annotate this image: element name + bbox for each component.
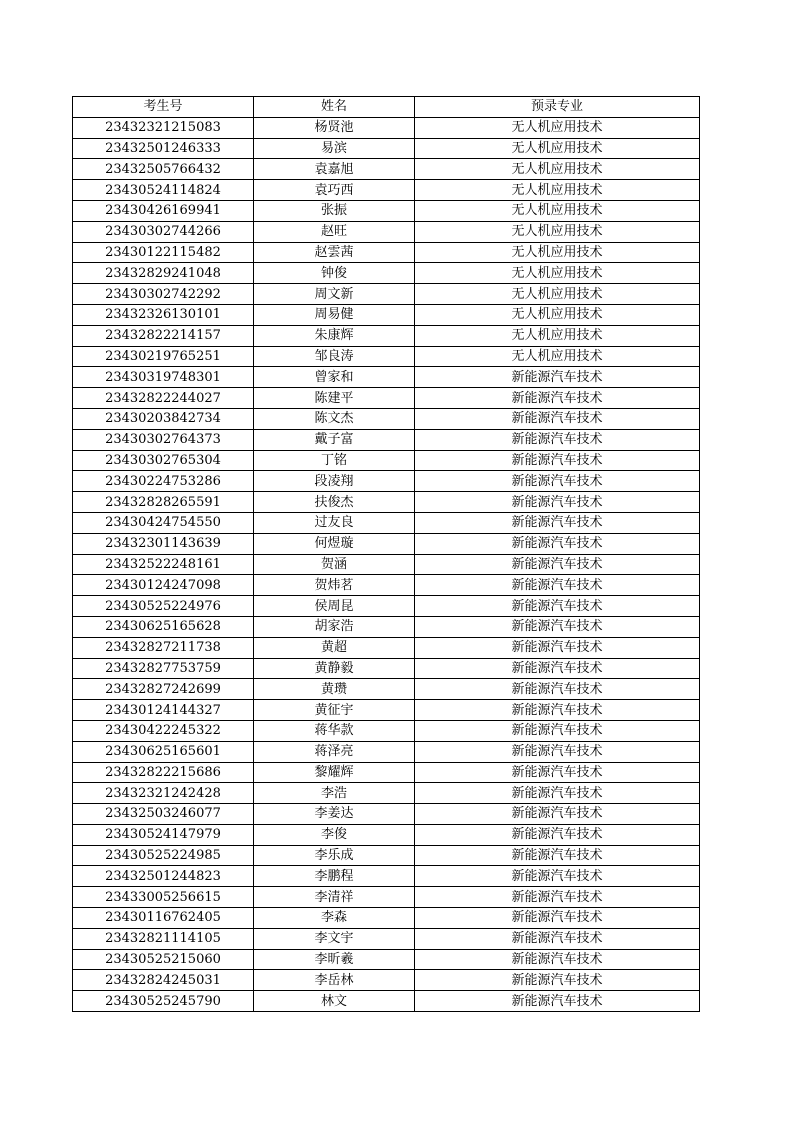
table-row xyxy=(73,928,700,949)
cell-name: 胡家浩 xyxy=(254,616,415,637)
cell-exam-number: 23430525245790 xyxy=(73,991,254,1012)
cell-name: 赵旺 xyxy=(254,221,415,242)
cell-exam-number: 23430424754550 xyxy=(73,512,254,533)
cell-major: 新能源汽车技术 xyxy=(415,554,700,575)
cell-name: 黄超 xyxy=(254,637,415,658)
cell-major: 无人机应用技术 xyxy=(415,325,700,346)
cell-exam-number: 23430525224976 xyxy=(73,596,254,617)
admission-table xyxy=(72,96,700,1012)
cell-exam-number: 23430625165601 xyxy=(73,741,254,762)
cell-major: 无人机应用技术 xyxy=(415,117,700,138)
cell-name: 蒋泽亮 xyxy=(254,741,415,762)
header-exam-number: 考生号 xyxy=(73,97,254,118)
cell-name: 李浩 xyxy=(254,783,415,804)
cell-major: 新能源汽车技术 xyxy=(415,970,700,991)
cell-name: 蒋华款 xyxy=(254,720,415,741)
table-row xyxy=(73,616,700,637)
cell-exam-number: 23430525224985 xyxy=(73,845,254,866)
table-row xyxy=(73,429,700,450)
table-row xyxy=(73,700,700,721)
cell-exam-number: 23430319748301 xyxy=(73,367,254,388)
table-row xyxy=(73,117,700,138)
table-row xyxy=(73,866,700,887)
cell-name: 邹良涛 xyxy=(254,346,415,367)
cell-major: 新能源汽车技术 xyxy=(415,845,700,866)
cell-name: 李鹏程 xyxy=(254,866,415,887)
cell-name: 陈文杰 xyxy=(254,408,415,429)
cell-major: 新能源汽车技术 xyxy=(415,367,700,388)
table-row xyxy=(73,263,700,284)
cell-major: 无人机应用技术 xyxy=(415,180,700,201)
cell-exam-number: 23432505766432 xyxy=(73,159,254,180)
cell-major: 无人机应用技术 xyxy=(415,159,700,180)
cell-exam-number: 23432827211738 xyxy=(73,637,254,658)
cell-exam-number: 23430625165628 xyxy=(73,616,254,637)
cell-exam-number: 23432321242428 xyxy=(73,783,254,804)
cell-exam-number: 23432822215686 xyxy=(73,762,254,783)
cell-name: 赵雲茜 xyxy=(254,242,415,263)
table-row xyxy=(73,159,700,180)
cell-name: 黄瓒 xyxy=(254,679,415,700)
cell-name: 贺涵 xyxy=(254,554,415,575)
cell-exam-number: 23430525215060 xyxy=(73,949,254,970)
table-row xyxy=(73,762,700,783)
cell-name: 李文宇 xyxy=(254,928,415,949)
table-row xyxy=(73,284,700,305)
table-row xyxy=(73,388,700,409)
cell-exam-number: 23432824245031 xyxy=(73,970,254,991)
table-row xyxy=(73,471,700,492)
cell-major: 新能源汽车技术 xyxy=(415,596,700,617)
cell-major: 新能源汽车技术 xyxy=(415,388,700,409)
cell-exam-number: 23430219765251 xyxy=(73,346,254,367)
cell-major: 无人机应用技术 xyxy=(415,346,700,367)
cell-name: 黎耀辉 xyxy=(254,762,415,783)
table-row xyxy=(73,180,700,201)
cell-name: 朱康辉 xyxy=(254,325,415,346)
cell-exam-number: 23432321215083 xyxy=(73,117,254,138)
cell-major: 新能源汽车技术 xyxy=(415,492,700,513)
cell-major: 新能源汽车技术 xyxy=(415,928,700,949)
cell-major: 无人机应用技术 xyxy=(415,242,700,263)
cell-major: 新能源汽车技术 xyxy=(415,658,700,679)
cell-major: 无人机应用技术 xyxy=(415,263,700,284)
table-row xyxy=(73,221,700,242)
cell-name: 贺炜茗 xyxy=(254,575,415,596)
cell-exam-number: 23430203842734 xyxy=(73,408,254,429)
cell-exam-number: 23432301143639 xyxy=(73,533,254,554)
cell-exam-number: 23432522248161 xyxy=(73,554,254,575)
table-row xyxy=(73,679,700,700)
cell-exam-number: 23430302744266 xyxy=(73,221,254,242)
cell-exam-number: 23430524114824 xyxy=(73,180,254,201)
cell-name: 戴子富 xyxy=(254,429,415,450)
cell-major: 新能源汽车技术 xyxy=(415,720,700,741)
cell-major: 新能源汽车技术 xyxy=(415,991,700,1012)
cell-major: 新能源汽车技术 xyxy=(415,471,700,492)
table-row xyxy=(73,908,700,929)
header-name: 姓名 xyxy=(254,97,415,118)
table-row xyxy=(73,242,700,263)
cell-major: 新能源汽车技术 xyxy=(415,762,700,783)
cell-name: 杨贤池 xyxy=(254,117,415,138)
cell-major: 新能源汽车技术 xyxy=(415,700,700,721)
table-row xyxy=(73,408,700,429)
cell-name: 丁铭 xyxy=(254,450,415,471)
cell-name: 段凌翔 xyxy=(254,471,415,492)
cell-name: 陈建平 xyxy=(254,388,415,409)
table-row xyxy=(73,304,700,325)
cell-exam-number: 23432822244027 xyxy=(73,388,254,409)
cell-exam-number: 23432827753759 xyxy=(73,658,254,679)
cell-major: 无人机应用技术 xyxy=(415,200,700,221)
roster-sheet xyxy=(72,96,699,1012)
cell-exam-number: 23430426169941 xyxy=(73,200,254,221)
table-row xyxy=(73,325,700,346)
cell-major: 无人机应用技术 xyxy=(415,284,700,305)
cell-exam-number: 23430302764373 xyxy=(73,429,254,450)
table-row xyxy=(73,533,700,554)
table-row xyxy=(73,845,700,866)
cell-exam-number: 23430302765304 xyxy=(73,450,254,471)
cell-major: 新能源汽车技术 xyxy=(415,450,700,471)
cell-major: 新能源汽车技术 xyxy=(415,804,700,825)
cell-name: 侯周昆 xyxy=(254,596,415,617)
cell-exam-number: 23430302742292 xyxy=(73,284,254,305)
cell-major: 新能源汽车技术 xyxy=(415,887,700,908)
cell-name: 李岳林 xyxy=(254,970,415,991)
cell-major: 新能源汽车技术 xyxy=(415,637,700,658)
cell-exam-number: 23432822214157 xyxy=(73,325,254,346)
table-row xyxy=(73,575,700,596)
cell-name: 周文新 xyxy=(254,284,415,305)
cell-major: 新能源汽车技术 xyxy=(415,866,700,887)
cell-major: 新能源汽车技术 xyxy=(415,429,700,450)
cell-major: 无人机应用技术 xyxy=(415,304,700,325)
cell-major: 新能源汽车技术 xyxy=(415,908,700,929)
table-row xyxy=(73,658,700,679)
table-row xyxy=(73,200,700,221)
header-row xyxy=(73,97,700,118)
cell-major: 新能源汽车技术 xyxy=(415,949,700,970)
cell-exam-number: 23430124247098 xyxy=(73,575,254,596)
table-row xyxy=(73,949,700,970)
cell-exam-number: 23432821114105 xyxy=(73,928,254,949)
cell-exam-number: 23433005256615 xyxy=(73,887,254,908)
cell-exam-number: 23432501246333 xyxy=(73,138,254,159)
table-header xyxy=(73,97,700,118)
cell-name: 李乐成 xyxy=(254,845,415,866)
cell-major: 新能源汽车技术 xyxy=(415,679,700,700)
cell-major: 新能源汽车技术 xyxy=(415,616,700,637)
table-row xyxy=(73,346,700,367)
cell-major: 新能源汽车技术 xyxy=(415,783,700,804)
cell-major: 新能源汽车技术 xyxy=(415,533,700,554)
table-row xyxy=(73,783,700,804)
table-row xyxy=(73,741,700,762)
table-body xyxy=(73,117,700,1011)
cell-name: 周易健 xyxy=(254,304,415,325)
cell-exam-number: 23430124144327 xyxy=(73,700,254,721)
table-row xyxy=(73,720,700,741)
table-row xyxy=(73,637,700,658)
table-row xyxy=(73,824,700,845)
cell-name: 曾家和 xyxy=(254,367,415,388)
cell-exam-number: 23432501244823 xyxy=(73,866,254,887)
table-row xyxy=(73,804,700,825)
cell-exam-number: 23432326130101 xyxy=(73,304,254,325)
cell-name: 过友良 xyxy=(254,512,415,533)
cell-name: 李森 xyxy=(254,908,415,929)
cell-exam-number: 23432503246077 xyxy=(73,804,254,825)
cell-name: 李清祥 xyxy=(254,887,415,908)
table-row xyxy=(73,991,700,1012)
cell-name: 李姜达 xyxy=(254,804,415,825)
cell-name: 黄征宇 xyxy=(254,700,415,721)
cell-name: 李昕羲 xyxy=(254,949,415,970)
cell-name: 易滨 xyxy=(254,138,415,159)
cell-exam-number: 23430422245322 xyxy=(73,720,254,741)
cell-name: 钟俊 xyxy=(254,263,415,284)
cell-exam-number: 23430524147979 xyxy=(73,824,254,845)
cell-name: 李俊 xyxy=(254,824,415,845)
cell-exam-number: 23430116762405 xyxy=(73,908,254,929)
header-major: 预录专业 xyxy=(415,97,700,118)
cell-exam-number: 23430224753286 xyxy=(73,471,254,492)
table-row xyxy=(73,138,700,159)
cell-exam-number: 23430122115482 xyxy=(73,242,254,263)
table-row xyxy=(73,450,700,471)
cell-major: 新能源汽车技术 xyxy=(415,741,700,762)
cell-name: 袁嘉旭 xyxy=(254,159,415,180)
table-row xyxy=(73,970,700,991)
cell-name: 黄静毅 xyxy=(254,658,415,679)
table-row xyxy=(73,492,700,513)
cell-exam-number: 23432829241048 xyxy=(73,263,254,284)
cell-name: 袁巧西 xyxy=(254,180,415,201)
cell-name: 林文 xyxy=(254,991,415,1012)
cell-major: 新能源汽车技术 xyxy=(415,408,700,429)
cell-major: 无人机应用技术 xyxy=(415,138,700,159)
table-row xyxy=(73,554,700,575)
table-row xyxy=(73,512,700,533)
cell-major: 新能源汽车技术 xyxy=(415,824,700,845)
cell-name: 何煜璇 xyxy=(254,533,415,554)
cell-name: 张振 xyxy=(254,200,415,221)
cell-exam-number: 23432827242699 xyxy=(73,679,254,700)
table-row xyxy=(73,367,700,388)
table-row xyxy=(73,596,700,617)
cell-major: 新能源汽车技术 xyxy=(415,512,700,533)
cell-exam-number: 23432828265591 xyxy=(73,492,254,513)
cell-major: 无人机应用技术 xyxy=(415,221,700,242)
cell-name: 扶俊杰 xyxy=(254,492,415,513)
cell-major: 新能源汽车技术 xyxy=(415,575,700,596)
table-row xyxy=(73,887,700,908)
